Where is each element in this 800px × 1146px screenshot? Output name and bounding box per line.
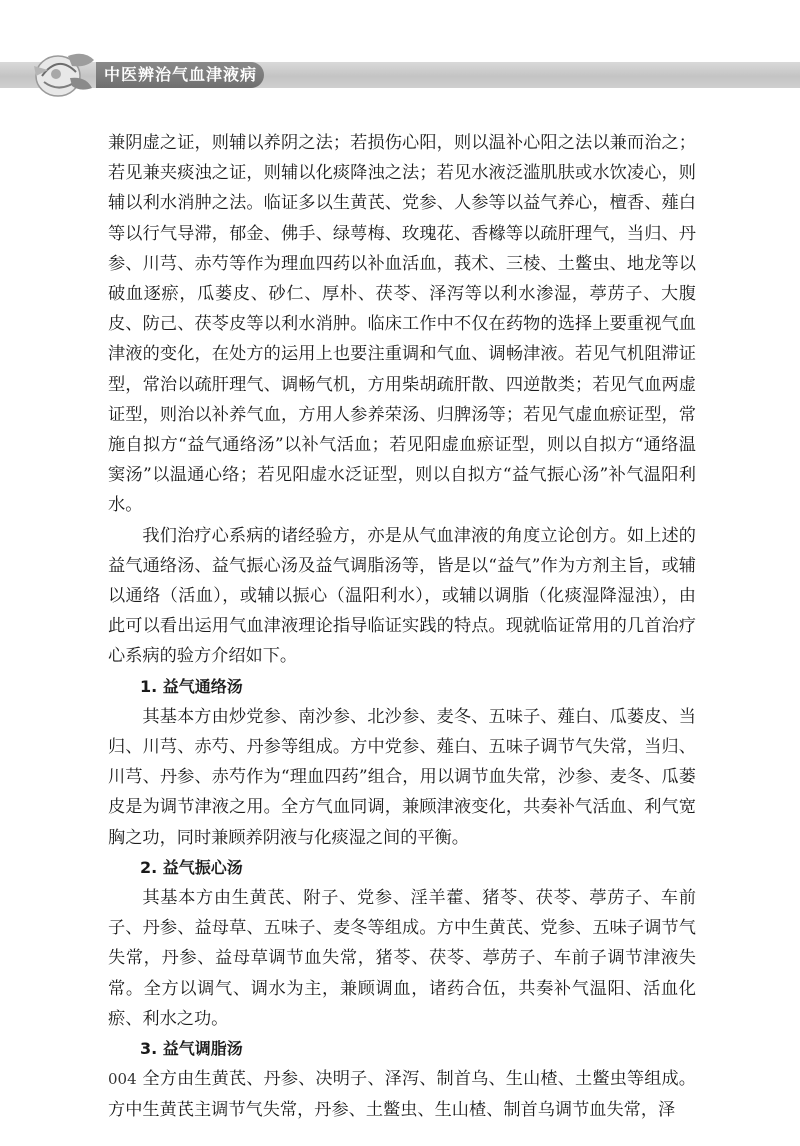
section-heading: 3. 益气调脂汤 — [140, 1039, 243, 1059]
herb-emblem-icon — [28, 46, 98, 102]
paragraph: 全方由生黄芪、丹参、决明子、泽泻、制首乌、生山楂、土鳖虫等组成。方中生黄芪主调节气失常，丹参、土鳖虫、生山楂、制首乌调节血失常，泽 — [108, 1069, 696, 1120]
paragraph: 我们治疗心系病的诸经验方，亦是从气血津液的角度立论创方。如上述的益气通络汤、益气振心汤及益气调脂汤等，皆是以“益气”作为方剂主旨，或辅以通络（活血），或辅以振心（温阳利水），或辅以调脂（化痰湿降湿浊），由此可以看出运用气血津液理论指导临证实践的特点。现就临证常用的几首治疗心系病的验方介绍如下。 — [108, 525, 696, 667]
paragraph: 其基本方由炒党参、南沙参、北沙参、麦冬、五味子、薤白、瓜蒌皮、当归、川芎、赤芍、丹参等组成。方中党参、薤白、五味子调节气失常，当归、川芎、丹参、赤芍作为“理血四药”组合，用以调节血失常，沙参、麦冬、瓜蒌皮是为调节津液之用。全方气血同调，兼顾津液变化，共奏补气活血、利气宽胸之功，同时兼顾养阴液与化痰湿之间的平衡。 — [108, 706, 696, 848]
section-heading: 1. 益气通络汤 — [140, 676, 243, 696]
page-number: 004 — [108, 1070, 137, 1088]
paragraph: 其基本方由生黄芪、附子、党参、淫羊藿、猪苓、茯苓、葶苈子、车前子、丹参、益母草、五味子、麦冬等组成。方中生黄芪、党参、五味子调节气失常，丹参、益母草调节血失常，猪苓、茯苓、葶苈子、车前子调节津液失常。全方以调气、调水为主，兼顾调血，诸药合伍，共奏补气温阳、活血化瘀、利水之功。 — [108, 888, 696, 1029]
section-heading: 2. 益气振心汤 — [140, 857, 243, 877]
page-body — [108, 128, 696, 1125]
paragraph: 兼阴虚之证，则辅以养阴之法；若损伤心阳，则以温补心阳之法以兼而治之；若见兼夹痰浊之证，则辅以化痰降浊之法；若见水液泛滥肌肤或水饮凌心，则辅以利水消肿之法。临证多以生黄芪、党参、人参等以益气养心，檀香、薤白等以行气导滞，郁金、佛手、绿萼梅、玫瑰花、香橼等以疏肝理气，当归、丹参、川芎、赤芍等作为理血四药以补血活血，莪术、三棱、土鳖虫、地龙等以破血逐瘀，瓜蒌皮、砂仁、厚朴、茯苓、泽泻等以利水渗湿，葶苈子、大腹皮、防己、茯苓皮等以利水消肿。临床工作中不仅在药物的选择上要重视气血津液的变化，在处方的运用上也要注重调和气血、调畅津液。若见气机阻滞证型，常治以疏肝理气、调畅气机，方用柴胡疏肝散、四逆散类；若见气血两虚证型，则治以补养气血，方用人参养荣汤、归脾汤等；若见气虚血瘀证型，常施自拟方“益气通络汤”以补气活血；若见阳虚血瘀证型，则以自拟方“通络温窦汤”以温通心络；若见阳虚水泛证型，则以自拟方“益气振心汤”补气温阳利水。 — [108, 133, 696, 516]
running-header-title: 中医辨治气血津液病 — [104, 65, 258, 84]
